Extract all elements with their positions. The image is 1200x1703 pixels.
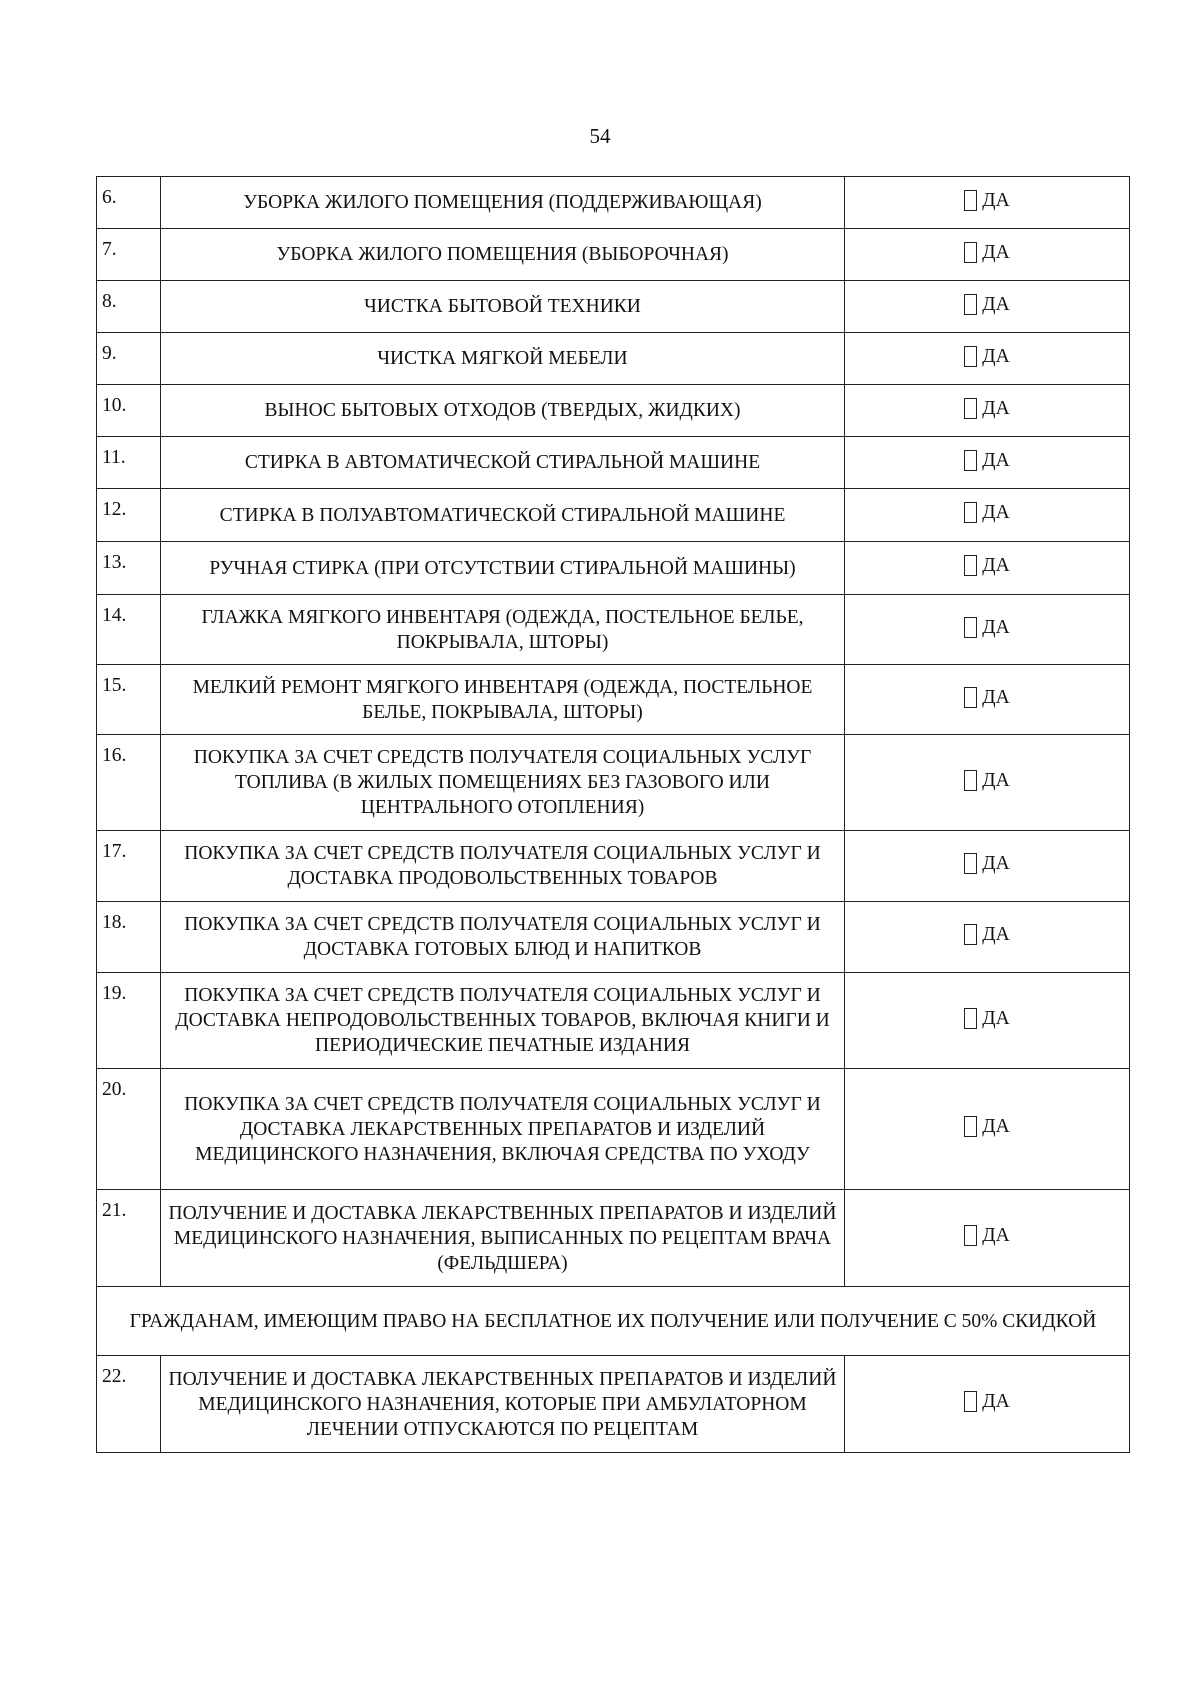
table-row: [97, 229, 1130, 281]
service-name: ПОКУПКА ЗА СЧЕТ СРЕДСТВ ПОЛУЧАТЕЛЯ СОЦИАЛЬНЫХ УСЛУГ И ДОСТАВКА НЕПРОДОВОЛЬСТВЕННЫХ ТОВАРОВ, ВКЛЮЧАЯ КНИГИ И ПЕРИОДИЧЕСКИЕ ПЕЧАТНЫЕ ИЗДАНИЯ: [161, 973, 845, 1069]
yes-checkbox-cell[interactable]: [845, 1069, 1130, 1190]
services-table: [96, 176, 1130, 1453]
yes-checkbox-cell[interactable]: [845, 489, 1130, 542]
service-name: ПОКУПКА ЗА СЧЕТ СРЕДСТВ ПОЛУЧАТЕЛЯ СОЦИАЛЬНЫХ УСЛУГ И ДОСТАВКА ЛЕКАРСТВЕННЫХ ПРЕПАРАТОВ И ИЗДЕЛИЙ МЕДИЦИНСКОГО НАЗНАЧЕНИЯ, ВКЛЮЧАЯ СРЕДСТВА ПО УХОДУ: [161, 1069, 845, 1190]
yes-checkbox-cell[interactable]: [845, 735, 1130, 831]
checkbox-icon[interactable]: [964, 502, 977, 523]
checkbox-icon[interactable]: [964, 1116, 977, 1137]
checkbox-label: ДА: [982, 502, 1010, 523]
table-row: [97, 437, 1130, 489]
checkbox-icon[interactable]: [964, 617, 977, 638]
checkbox-icon[interactable]: [964, 450, 977, 471]
service-name: ПОКУПКА ЗА СЧЕТ СРЕДСТВ ПОЛУЧАТЕЛЯ СОЦИАЛЬНЫХ УСЛУГ И ДОСТАВКА ГОТОВЫХ БЛЮД И НАПИТКОВ: [161, 902, 845, 973]
service-name: ВЫНОС БЫТОВЫХ ОТХОДОВ (ТВЕРДЫХ, ЖИДКИХ): [161, 385, 845, 437]
checkbox-label: ДА: [982, 397, 1010, 419]
checkbox-label: ДА: [982, 293, 1010, 315]
service-name: УБОРКА ЖИЛОГО ПОМЕЩЕНИЯ (ПОДДЕРЖИВАЮЩАЯ): [161, 177, 845, 229]
group-header-row: [97, 1287, 1130, 1356]
checkbox-icon[interactable]: [964, 346, 977, 367]
yes-checkbox-cell[interactable]: [845, 1190, 1130, 1287]
yes-checkbox-cell[interactable]: [845, 333, 1130, 385]
service-name: МЕЛКИЙ РЕМОНТ МЯГКОГО ИНВЕНТАРЯ (ОДЕЖДА, ПОСТЕЛЬНОЕ БЕЛЬЕ, ПОКРЫВАЛА, ШТОРЫ): [161, 665, 845, 735]
row-number: 11.: [97, 437, 161, 489]
table-row: [97, 333, 1130, 385]
page-number: 54: [589, 124, 611, 148]
checkbox-label: ДА: [982, 853, 1010, 874]
checkbox-icon[interactable]: [964, 687, 977, 708]
checkbox-label: ДА: [982, 1225, 1010, 1246]
table-row: [97, 281, 1130, 333]
checkbox-label: ДА: [982, 686, 1010, 708]
service-name: ГЛАЖКА МЯГКОГО ИНВЕНТАРЯ (ОДЕЖДА, ПОСТЕЛЬНОЕ БЕЛЬЕ, ПОКРЫВАЛА, ШТОРЫ): [161, 595, 845, 665]
yes-checkbox-cell[interactable]: [845, 1356, 1130, 1453]
service-name: СТИРКА В АВТОМАТИЧЕСКОЙ СТИРАЛЬНОЙ МАШИНЕ: [161, 437, 845, 489]
row-number: 16.: [97, 735, 161, 831]
row-number: 14.: [97, 595, 161, 665]
checkbox-label: ДА: [982, 924, 1010, 945]
row-number: 19.: [97, 973, 161, 1069]
service-name: ПОЛУЧЕНИЕ И ДОСТАВКА ЛЕКАРСТВЕННЫХ ПРЕПАРАТОВ И ИЗДЕЛИЙ МЕДИЦИНСКОГО НАЗНАЧЕНИЯ, ВЫПИСАННЫХ ПО РЕЦЕПТАМ ВРАЧА (ФЕЛЬДШЕРА): [161, 1190, 845, 1287]
checkbox-icon[interactable]: [964, 242, 977, 263]
group-header: ГРАЖДАНАМ, ИМЕЮЩИМ ПРАВО НА БЕСПЛАТНОЕ ИХ ПОЛУЧЕНИЕ ИЛИ ПОЛУЧЕНИЕ С 50% СКИДКОЙ: [97, 1287, 1130, 1356]
yes-checkbox-cell[interactable]: [845, 665, 1130, 735]
checkbox-label: ДА: [982, 345, 1010, 367]
service-name: СТИРКА В ПОЛУАВТОМАТИЧЕСКОЙ СТИРАЛЬНОЙ МАШИНЕ: [161, 489, 845, 542]
row-number: 13.: [97, 542, 161, 595]
checkbox-label: ДА: [982, 769, 1010, 791]
table-row: [97, 542, 1130, 595]
row-number: 15.: [97, 665, 161, 735]
checkbox-label: ДА: [982, 189, 1010, 211]
yes-checkbox-cell[interactable]: [845, 281, 1130, 333]
table-row: [97, 1356, 1130, 1453]
checkbox-icon[interactable]: [964, 924, 977, 945]
row-number: 17.: [97, 831, 161, 902]
checkbox-icon[interactable]: [964, 1391, 977, 1412]
service-name: ПОКУПКА ЗА СЧЕТ СРЕДСТВ ПОЛУЧАТЕЛЯ СОЦИАЛЬНЫХ УСЛУГ ТОПЛИВА (В ЖИЛЫХ ПОМЕЩЕНИЯХ БЕЗ ГАЗОВОГО ИЛИ ЦЕНТРАЛЬНОГО ОТОПЛЕНИЯ): [161, 735, 845, 831]
checkbox-label: ДА: [982, 449, 1010, 471]
service-name: РУЧНАЯ СТИРКА (ПРИ ОТСУТСТВИИ СТИРАЛЬНОЙ МАШИНЫ): [161, 542, 845, 595]
table-row: [97, 177, 1130, 229]
table-row: [97, 665, 1130, 735]
row-number: 22.: [97, 1356, 161, 1453]
yes-checkbox-cell[interactable]: [845, 229, 1130, 281]
row-number: 10.: [97, 385, 161, 437]
row-number: 20.: [97, 1069, 161, 1190]
row-number: 8.: [97, 281, 161, 333]
table-row: [97, 385, 1130, 437]
yes-checkbox-cell[interactable]: [845, 177, 1130, 229]
yes-checkbox-cell[interactable]: [845, 542, 1130, 595]
yes-checkbox-cell[interactable]: [845, 385, 1130, 437]
checkbox-icon[interactable]: [964, 294, 977, 315]
yes-checkbox-cell[interactable]: [845, 437, 1130, 489]
checkbox-icon[interactable]: [964, 770, 977, 791]
table-row: [97, 735, 1130, 831]
table-row: [97, 595, 1130, 665]
table-row: [97, 1069, 1130, 1190]
yes-checkbox-cell[interactable]: [845, 902, 1130, 973]
table-row: [97, 973, 1130, 1069]
row-number: 21.: [97, 1190, 161, 1287]
table-row: [97, 489, 1130, 542]
checkbox-label: ДА: [982, 1116, 1010, 1137]
table-row: [97, 1190, 1130, 1287]
checkbox-label: ДА: [982, 616, 1010, 638]
checkbox-icon[interactable]: [964, 1225, 977, 1246]
yes-checkbox-cell[interactable]: [845, 595, 1130, 665]
yes-checkbox-cell[interactable]: [845, 831, 1130, 902]
row-number: 7.: [97, 229, 161, 281]
row-number: 18.: [97, 902, 161, 973]
service-name: ЧИСТКА БЫТОВОЙ ТЕХНИКИ: [161, 281, 845, 333]
row-number: 12.: [97, 489, 161, 542]
checkbox-icon[interactable]: [964, 1008, 977, 1029]
checkbox-label: ДА: [982, 555, 1010, 576]
service-name: ПОКУПКА ЗА СЧЕТ СРЕДСТВ ПОЛУЧАТЕЛЯ СОЦИАЛЬНЫХ УСЛУГ И ДОСТАВКА ПРОДОВОЛЬСТВЕННЫХ ТОВАРОВ: [161, 831, 845, 902]
checkbox-label: ДА: [982, 1391, 1010, 1412]
checkbox-icon[interactable]: [964, 190, 977, 211]
checkbox-label: ДА: [982, 241, 1010, 263]
checkbox-icon[interactable]: [964, 853, 977, 874]
table-row: [97, 902, 1130, 973]
service-name: ПОЛУЧЕНИЕ И ДОСТАВКА ЛЕКАРСТВЕННЫХ ПРЕПАРАТОВ И ИЗДЕЛИЙ МЕДИЦИНСКОГО НАЗНАЧЕНИЯ, КОТОРЫЕ ПРИ АМБУЛАТОРНОМ ЛЕЧЕНИИ ОТПУСКАЮТСЯ ПО РЕЦЕПТАМ: [161, 1356, 845, 1453]
checkbox-icon[interactable]: [964, 398, 977, 419]
table-row: [97, 831, 1130, 902]
yes-checkbox-cell[interactable]: [845, 973, 1130, 1069]
service-name: УБОРКА ЖИЛОГО ПОМЕЩЕНИЯ (ВЫБОРОЧНАЯ): [161, 229, 845, 281]
checkbox-icon[interactable]: [964, 555, 977, 576]
row-number: 6.: [97, 177, 161, 229]
checkbox-label: ДА: [982, 1007, 1010, 1029]
row-number: 9.: [97, 333, 161, 385]
service-name: ЧИСТКА МЯГКОЙ МЕБЕЛИ: [161, 333, 845, 385]
